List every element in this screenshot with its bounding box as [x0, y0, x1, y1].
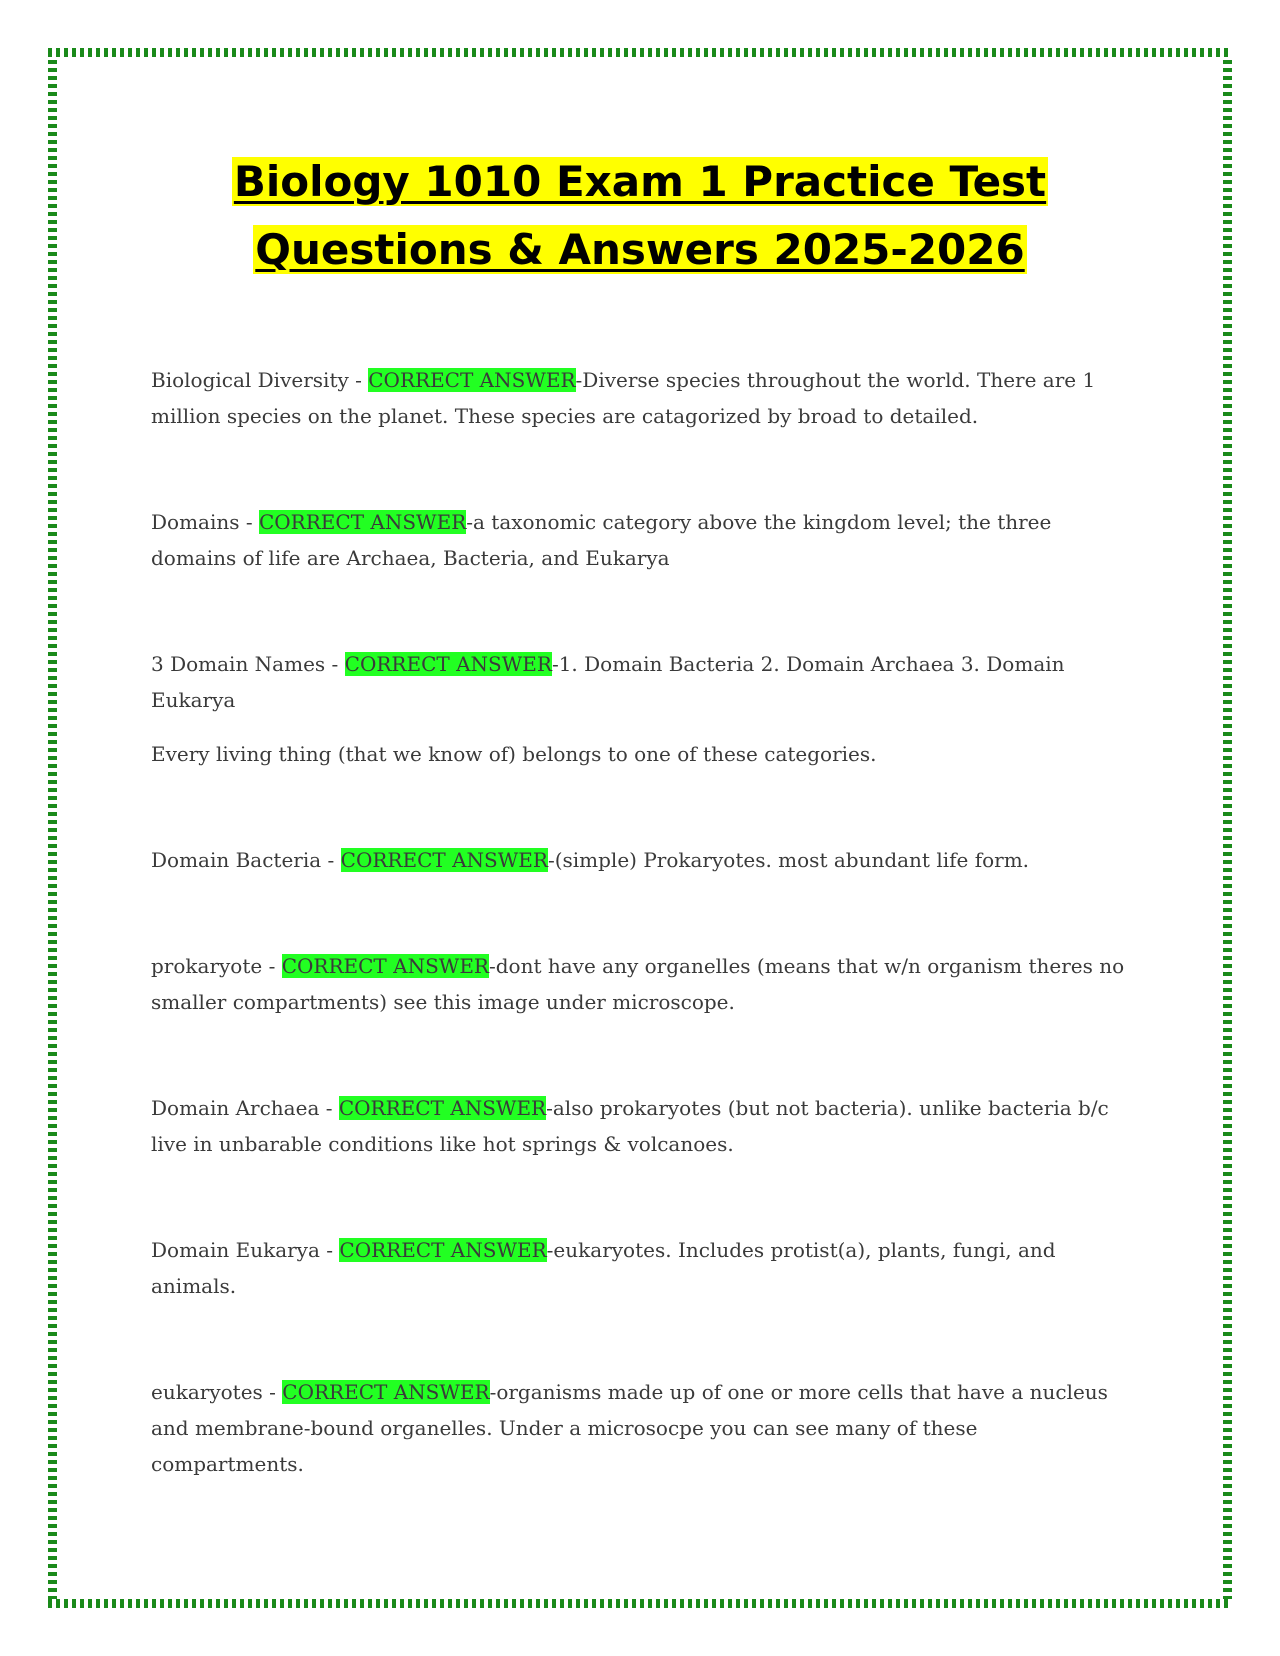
- entry-term: Domain Eukarya -: [151, 1238, 340, 1262]
- correct-answer-marker: CORRECT ANSWER: [338, 1096, 547, 1120]
- entry-definition: -dont have any organelles (means that w/n organism theres no smaller compartments) see this image under microscope.: [151, 954, 1125, 1014]
- entry-term: eukaryotes -: [151, 1380, 283, 1404]
- entry-definition: -(simple) Prokaryotes. most abundant life form.: [547, 848, 1030, 872]
- entry-definition: -Diverse species throughout the world. There are 1 million species on the planet. These species are catagorized by broad to detailed.: [151, 368, 1096, 428]
- qa-entry-prokaryote: [151, 948, 1131, 1020]
- correct-answer-marker: CORRECT ANSWER: [282, 1380, 490, 1404]
- entry-definition: -1. Domain Bacteria 2. Domain Archaea 3. Domain Eukarya: [151, 652, 1065, 712]
- entry-definition: -organisms made up of one or more cells that have a nucleus and membrane-bound organelles. Under a microsocpe you can see many of these compartments.: [151, 1380, 1108, 1476]
- entry-term: Domain Bacteria -: [151, 848, 341, 872]
- qa-entry-domain-bacteria: [151, 842, 1131, 878]
- qa-entry-domain-eukarya: [151, 1232, 1131, 1304]
- entry-term: prokaryote -: [151, 954, 282, 978]
- entry-note: Every living thing (that we know of) belongs to one of these categories.: [151, 742, 877, 766]
- correct-answer-marker: CORRECT ANSWER: [340, 848, 548, 872]
- entry-term: 3 Domain Names -: [151, 652, 345, 676]
- entry-term: Domain Archaea -: [151, 1096, 339, 1120]
- correct-answer-marker: CORRECT ANSWER: [339, 1238, 547, 1262]
- qa-entry-domain-archaea: [151, 1090, 1131, 1162]
- correct-answer-marker: CORRECT ANSWER: [344, 652, 552, 676]
- correct-answer-marker: CORRECT ANSWER: [368, 368, 576, 392]
- qa-entry-domains: [151, 504, 1131, 576]
- title-line-1: Biology 1010 Exam 1 Practice Test: [233, 157, 1047, 206]
- qa-entry-3-domain-names: [151, 646, 1131, 718]
- entry-definition: -a taxonomic category above the kingdom level; the three domains of life are Archaea, Bacteria, and Eukarya: [151, 510, 1052, 570]
- correct-answer-marker: CORRECT ANSWER: [258, 510, 467, 534]
- qa-entry-eukaryotes: [151, 1374, 1131, 1482]
- entry-definition: -also prokaryotes (but not bacteria). unlike bacteria b/c live in unbarable conditions like hot springs & volcanoes.: [151, 1096, 1109, 1156]
- qa-entry-biological-diversity: [151, 362, 1131, 434]
- correct-answer-marker: CORRECT ANSWER: [281, 954, 489, 978]
- qa-list: [151, 362, 1131, 1482]
- entry-term: Domains -: [151, 510, 259, 534]
- entry-definition: -eukaryotes. Includes protist(a), plants, fungi, and animals.: [151, 1238, 1056, 1298]
- entry-term: Biological Diversity -: [151, 368, 369, 392]
- document-title: [0, 148, 1280, 284]
- title-line-2: Questions & Answers 2025-2026: [255, 225, 1025, 274]
